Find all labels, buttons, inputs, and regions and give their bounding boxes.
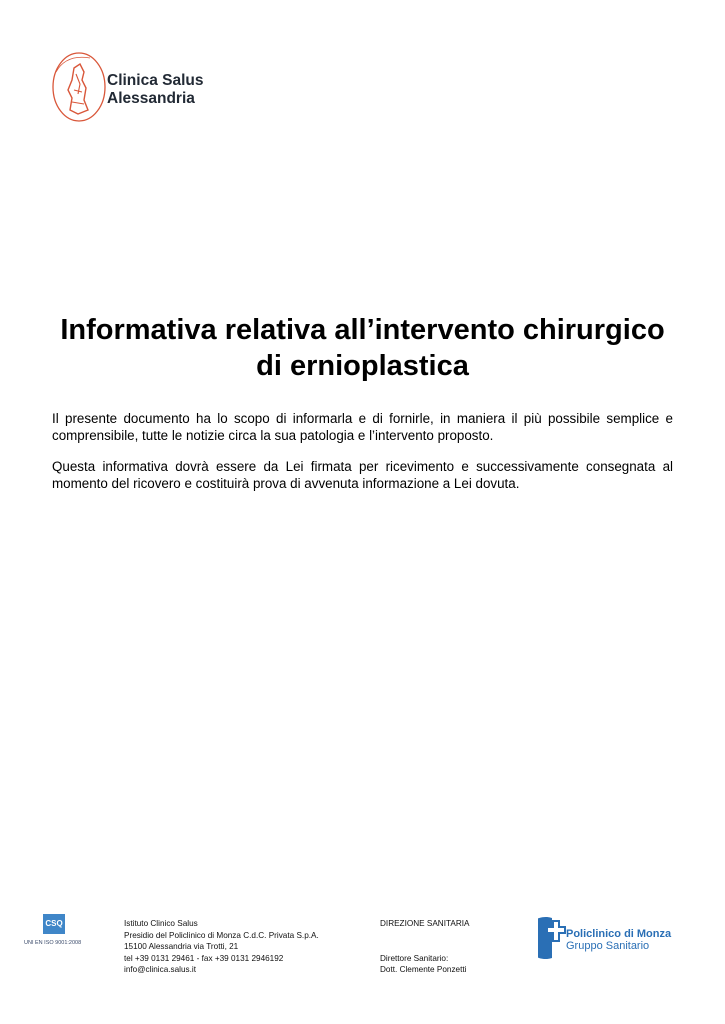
director-name: Dott. Clemente Ponzetti (380, 965, 467, 974)
clinic-name-line1: Clinica Salus (107, 72, 204, 89)
email-link[interactable]: info@clinica.salus.it (124, 965, 197, 974)
policlinico-cross-icon (538, 914, 566, 960)
group-name: Policlinico di Monza (566, 928, 672, 940)
instructions-paragraph: Questa informativa dovrà essere da Lei firmata per ricevimento e successivamente consegnata al momento del ricovero e costituirà prova di avvenuta informazione a Lei dovuta. (52, 459, 673, 491)
title-line-2: di ernioplastica (256, 350, 469, 382)
page-footer (0, 910, 725, 990)
clinic-name-line2: Alessandria (107, 90, 195, 107)
direction-title: DIREZIONE SANITARIA (380, 919, 470, 928)
csq-certification (24, 914, 89, 946)
medical-direction (380, 918, 469, 976)
clinic-name (107, 72, 203, 108)
clinic-address (124, 918, 319, 976)
address-line: Istituto Clinico Salus (124, 919, 198, 928)
group-subtitle: Gruppo Sanitario (566, 940, 650, 952)
clinic-seal-icon (50, 50, 108, 125)
document-title (40, 312, 685, 384)
policlinico-logo (538, 914, 688, 964)
csq-logo-icon: CSQ (43, 914, 65, 934)
group-name-block (566, 928, 671, 952)
certification-text: UNI EN ISO 9001:2008 (24, 940, 82, 946)
address-line: tel +39 0131 29461 - fax +39 0131 2946192 (124, 953, 284, 963)
clinic-logo (50, 50, 220, 128)
intro-paragraph: Il presente documento ha lo scopo di informarla e di fornirle, in maniera il più possibile semplice e comprensibile, tutte le notizie circa la sua patologia e l’intervento proposto. (52, 411, 673, 443)
address-line: 15100 Alessandria via Trotti, 21 (124, 942, 239, 951)
director-label: Direttore Sanitario: (380, 953, 449, 963)
address-line: Presidio del Policlinico di Monza C.d.C. Privata S.p.A. (124, 930, 319, 940)
title-line-1: Informativa relativa all’intervento chirurgico (60, 314, 665, 346)
